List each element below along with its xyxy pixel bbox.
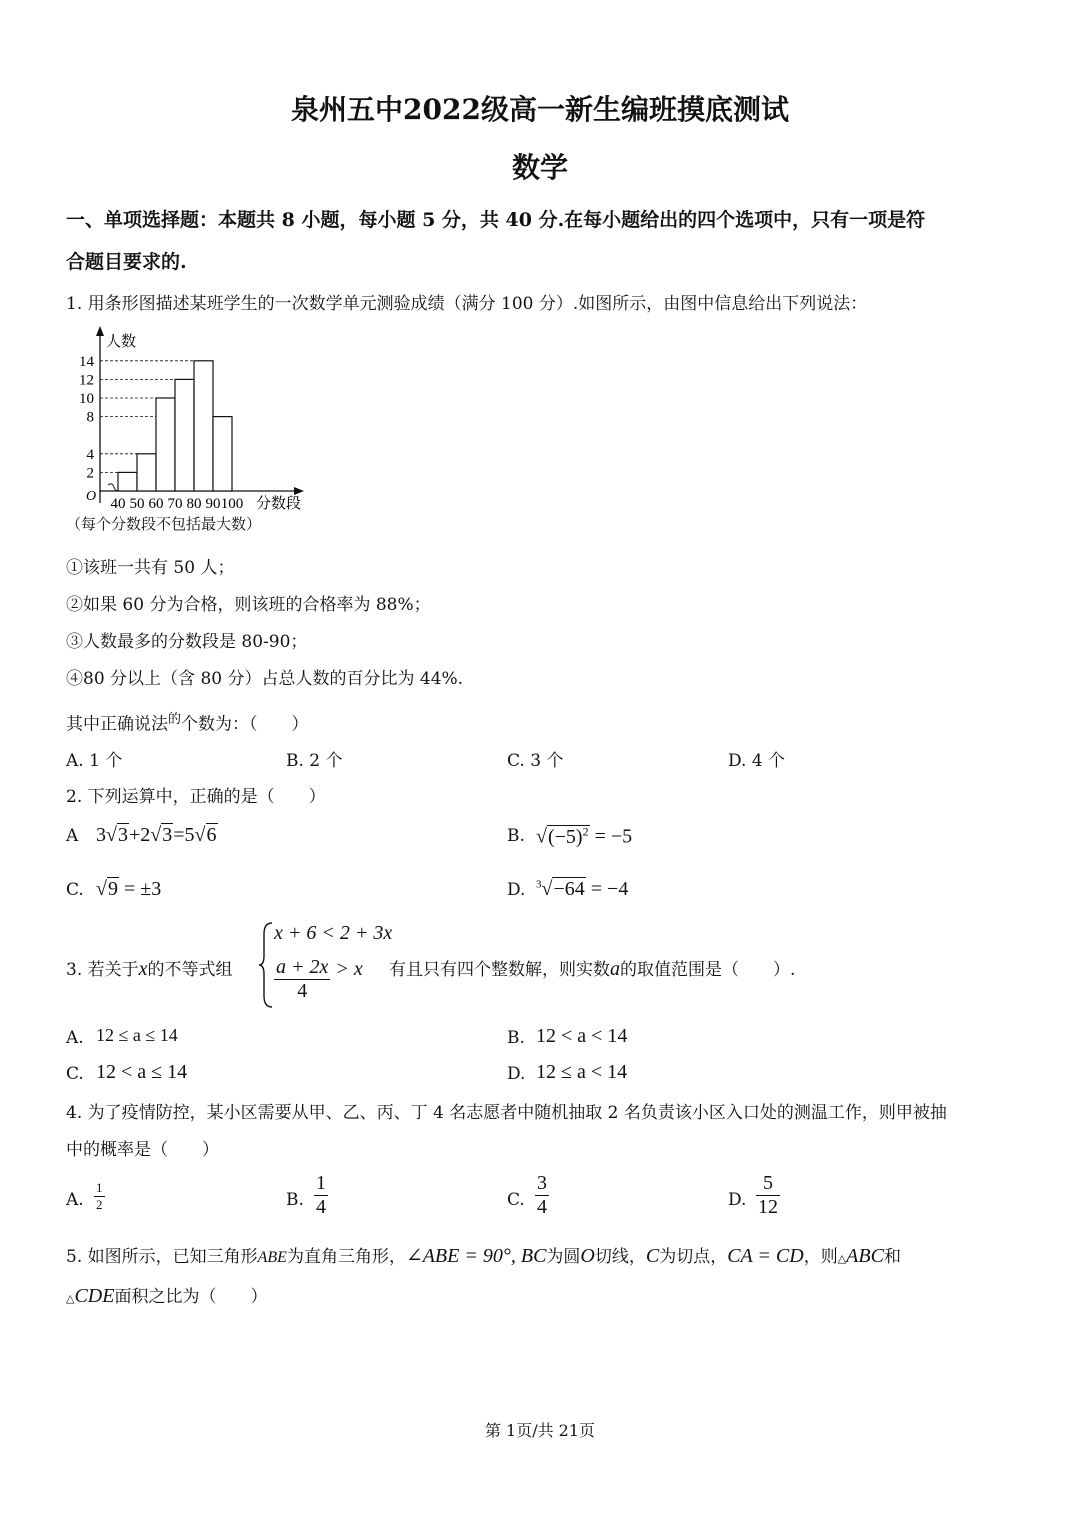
q3-numerator: a + 2x (276, 956, 329, 978)
q5-p4: 切线， (594, 1247, 646, 1267)
q2-option-a-label: A (66, 826, 79, 846)
q4a-den: 2 (96, 1197, 103, 1212)
q2a-plus: +2 (128, 824, 151, 846)
ytick-label: 14 (79, 353, 94, 370)
q2a-rad2: 3 (162, 824, 173, 846)
q3-gt-x: > x (335, 958, 363, 980)
q3-option-b-math: 12 < a < 14 (536, 1025, 628, 1047)
q4-option-d-label: D. (728, 1190, 747, 1210)
q5-cde: CDE (74, 1285, 115, 1307)
q3-option-b-label: B. (507, 1028, 525, 1048)
q3-option-c-label: C. (66, 1064, 84, 1084)
q5-p6: ，则 (803, 1247, 838, 1267)
q5-abe: ABE (257, 1249, 287, 1266)
q4-option-b-fraction (314, 1172, 328, 1219)
q1-statement-3: ③人数最多的分数段是 80-90； (66, 632, 308, 652)
q5-p8: 面积之比为（ ） (114, 1287, 268, 1307)
q2b-eq: = −5 (594, 825, 633, 848)
q1-option-b: B. 2 个 (286, 751, 343, 771)
q5-p3: 为圆 (546, 1247, 581, 1267)
q2c-rad: 9 (107, 878, 118, 900)
q3-option-a-math: 12 ≤ a ≤ 14 (96, 1025, 178, 1045)
q3-option-c-math: 12 < a ≤ 14 (96, 1061, 188, 1083)
q3-post1: 有且只有四个整数解，则实数 (389, 960, 610, 980)
q2a-rad1: 3 (117, 824, 128, 846)
q1-option-a: A. 1 个 (66, 751, 123, 771)
q1-option-c: C. 3 个 (507, 751, 564, 771)
ytick-label: 10 (79, 391, 94, 407)
q3-brace (258, 920, 274, 1010)
q3-stem-left (66, 955, 233, 981)
q3-option-d-label: D. (507, 1064, 526, 1084)
q5-o: O (580, 1245, 595, 1267)
q1-statement-2: ②如果 60 分为合格，则该班的合格率为 88%； (66, 595, 431, 615)
q5-p2: 为直角三角形， (286, 1247, 406, 1267)
xtick-label: 40 (110, 496, 126, 512)
q2a-eq: =5 (173, 824, 195, 846)
q3-var-a: a (610, 958, 620, 980)
q2-option-b-label: B. (507, 826, 525, 846)
xtick-label: 60 (148, 496, 164, 512)
bar-80-90 (194, 361, 213, 491)
q4a-num: 1 (96, 1180, 103, 1195)
q2-option-b-math: $√(-5)^2 = -5$ (536, 824, 633, 848)
q4-option-b-label: B. (286, 1190, 304, 1210)
bar-40-50 (118, 472, 137, 491)
q2d-rad: −64 (553, 878, 585, 900)
y-axis-arrow (96, 326, 104, 336)
q2b-exp: 2 (582, 824, 589, 838)
ytick-label: 2 (86, 465, 94, 482)
q2-option-c-math: √9 = ±3 (96, 878, 162, 900)
q5-abc: ABC (846, 1245, 884, 1267)
q2c-eq: = ±3 (123, 878, 162, 900)
q3-option-d-math: 12 ≤ a < 14 (536, 1061, 628, 1083)
q2-option-d-math: $^3$√−64 = −4 (536, 878, 629, 900)
q4b-den: 4 (316, 1196, 326, 1218)
q5-angle: ∠ABE = 90°, BC (405, 1245, 547, 1267)
page-title: 泉州五中2022级高一新生编班摸底测试 (291, 93, 789, 126)
q1-bar-chart (60, 320, 320, 540)
xtick-label: 70 (167, 496, 183, 512)
q3-post2: 的取值范围是（ ）. (620, 960, 796, 980)
xtick-label: 80 (186, 496, 202, 512)
ytick-label: 12 (79, 372, 94, 389)
q3-inequality-2 (274, 956, 363, 1003)
section-heading-line1: 一、单项选择题：本题共 8 小题，每小题 5 分，共 40 分.在每小题给出的四个选项中，只有一项是符 (66, 209, 926, 231)
ytick-label: 8 (86, 409, 94, 426)
q4d-num: 5 (756, 1172, 780, 1196)
q4-option-a-fraction (94, 1180, 105, 1213)
q4-option-c-label: C. (507, 1190, 525, 1210)
bar-70-80 (175, 379, 194, 491)
q5-stem-line1 (66, 1242, 901, 1268)
q1-statement-1: ①该班一共有 50 人； (66, 558, 235, 578)
q2d-index: 3 (536, 878, 542, 891)
q1-ask-sup: 的 (168, 712, 182, 727)
q4-option-d-fraction (756, 1172, 780, 1219)
q5-triangle-symbol-2: △ (66, 1292, 75, 1305)
q1-ask-b: 个数为：（ ） (181, 714, 309, 735)
bar-90-100 (213, 417, 232, 491)
q4d-den: 12 (758, 1196, 778, 1218)
subject-title: 数学 (511, 151, 568, 184)
y-axis-label: 人数 (106, 334, 137, 350)
q2d-eq: = −4 (590, 878, 629, 900)
ytick-label: 4 (86, 446, 94, 463)
q3-mid: 的不等式组 (147, 960, 233, 980)
q1-ask (66, 708, 309, 735)
bar-50-60 (137, 454, 156, 491)
bar-60-70 (156, 398, 175, 491)
section-heading-line2: 合题目要求的. (66, 251, 187, 273)
x-axis-arrow (294, 487, 304, 495)
q2-stem: 2. 下列运算中，正确的是（ ） (66, 787, 326, 807)
q4-option-c-fraction (535, 1172, 549, 1219)
q2-option-c-label: C. (66, 880, 84, 900)
q5-ca-cd: CA = CD (727, 1245, 804, 1267)
q2-option-a-math: 3√3+2√3=5√6 (96, 824, 217, 846)
q2a-rad3: 6 (206, 824, 217, 846)
xtick-label: 100 (220, 496, 244, 512)
q4-option-a-label: A. (66, 1190, 84, 1210)
q3-inequality-1: x + 6 < 2 + 3x (274, 922, 393, 944)
q4-stem-line1: 4. 为了疫情防控，某小区需要从甲、乙、丙、丁 4 名志愿者中随机抽取 2 名负责该小区入口处的测温工作，则甲被抽 (66, 1103, 947, 1123)
q5-c: C (645, 1245, 660, 1267)
q4b-num: 1 (316, 1172, 326, 1194)
q4c-num: 3 (537, 1172, 547, 1194)
x-axis-label: 分数段 (256, 496, 302, 512)
q3-var-x: x (138, 958, 148, 980)
q5-p5: 为切点， (659, 1247, 728, 1267)
xtick-label: 50 (129, 496, 145, 512)
q2a-coef1: 3 (96, 824, 106, 846)
q4c-den: 4 (537, 1196, 547, 1218)
q5-p7: 和 (883, 1247, 901, 1267)
q1-ask-a: 其中正确说法 (66, 714, 168, 735)
q3-pre: 3. 若关于 (66, 960, 139, 980)
q1-stem: 1. 用条形图描述某班学生的一次数学单元测验成绩（满分 100 分）.如图所示，由图中信息给出下列说法： (66, 294, 868, 314)
chart-note: （每个分数段不包括最大数） (66, 515, 262, 533)
q5-p1: 5. 如图所示，已知三角形 (66, 1247, 258, 1267)
q1-option-d: D. 4 个 (728, 751, 786, 771)
q1-statement-4: ④80 分以上（含 80 分）占总人数的百分比为 44%. (66, 669, 464, 689)
q3-denominator: 4 (297, 980, 308, 1002)
q4-stem-line2: 中的概率是（ ） (66, 1140, 219, 1160)
origin-label: O (86, 489, 97, 504)
q3-stem-right (389, 955, 795, 981)
q5-triangle-symbol-1: △ (837, 1252, 847, 1265)
xtick-label: 90 (205, 496, 221, 512)
q3-option-a-label: A. (66, 1028, 84, 1048)
q5-stem-line2 (66, 1282, 267, 1308)
page-footer: 第 1页/共 21页 (484, 1421, 596, 1440)
q2-option-d-label: D. (507, 880, 526, 900)
q2b-base: (−5) (547, 825, 583, 848)
